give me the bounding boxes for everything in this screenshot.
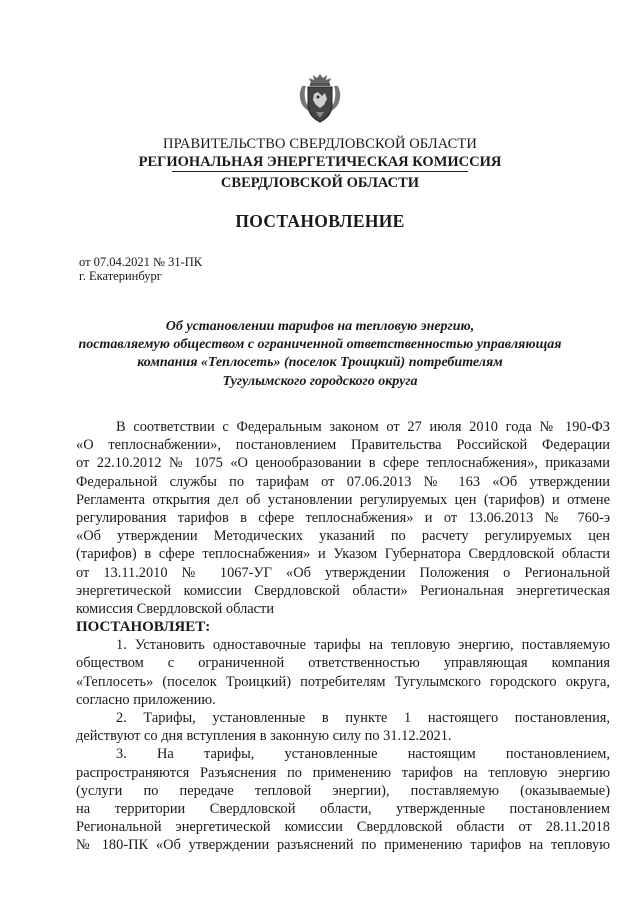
header-divider (172, 171, 468, 172)
item-1-line: согласно приложению. (76, 691, 216, 708)
document-type-title: ПОСТАНОВЛЕНИЕ (235, 211, 405, 231)
document-subject (70, 318, 570, 391)
preamble-line: комиссия Свердловской области (76, 600, 275, 617)
commission-name-line2: СВЕРДЛОВСКОЙ ОБЛАСТИ (220, 175, 420, 191)
preamble-line: от 22.10.2012 № 1075 «О ценообразовании в сфере теплоснабжения», приказами (76, 455, 610, 472)
document-city: г. Екатеринбург (79, 269, 162, 283)
item-3-line: Региональной энергетической комиссии Свердловской области от 28.11.2018 (76, 819, 610, 836)
government-name: ПРАВИТЕЛЬСТВО СВЕРДЛОВСКОЙ ОБЛАСТИ (163, 136, 477, 152)
preamble-line: В соответствии с Федеральным законом от 27 июля 2010 года № 190-ФЗ (116, 419, 610, 435)
subject-line: Об установлении тарифов на тепловую энергию, (165, 319, 475, 334)
item-3-line: на территории Свердловской области, утвержденные постановлением (76, 800, 610, 817)
commission-name-line1: РЕГИОНАЛЬНАЯ ЭНЕРГЕТИЧЕСКАЯ КОМИССИЯ (138, 154, 502, 170)
resolves-heading: ПОСТАНОВЛЯЕТ: (76, 619, 211, 636)
item-3-line: распространяются Разъяснения по применению тарифов на тепловую энергию (76, 764, 610, 781)
preamble-line: Федеральной службы по тарифам от 07.06.2013 № 163 «Об утверждении (76, 473, 610, 490)
item-3-line: (услуги по передаче тепловой энергии), поставляемую (оказываемые) (76, 782, 610, 799)
item-2-line: действуют со дня вступления в законную силу по 31.12.2021. (76, 728, 452, 745)
item-2-line: 2. Тарифы, установленные в пункте 1 настоящего постановления, (116, 710, 610, 726)
subject-line: поставляемую обществом с ограниченной ответственностью управляющая (78, 337, 562, 353)
document-body (76, 418, 610, 855)
item-3-line: № 180-ПК «Об утверждении разъяснений по применению тарифов на тепловую (76, 837, 610, 854)
preamble-line: (тарифов) в сфере теплоснабжения» и Указом Губернатора Свердловской области (76, 546, 610, 563)
preamble-line: «О теплоснабжении», постановлением Правительства Российской Федерации (76, 437, 610, 454)
item-1-line: «Теплосеть» (поселок Троицкий) потребителям Тугулымского городского округа, (76, 673, 610, 690)
preamble-line: «Об утверждении Методических указаний по расчету регулируемых цен (76, 528, 610, 545)
item-3-line: 3. На тарифы, установленные настоящим постановлением, (116, 746, 610, 763)
subject-line: компания «Теплосеть» (поселок Троицкий) потребителям (137, 355, 503, 371)
preamble-line: регулирования тарифов в сфере теплоснабжения» и от 13.06.2013 № 760-э (76, 509, 610, 526)
document-date-number: от 07.04.2021 № 31-ПК (79, 255, 203, 269)
item-1-line: 1. Установить одноставочные тарифы на тепловую энергию, поставляемую (116, 637, 610, 654)
subject-line: Тугулымского городского округа (222, 373, 418, 389)
preamble-line: от 13.11.2010 № 1067-УГ «Об утверждении Положения о Региональной (76, 564, 610, 581)
item-1-line: обществом с ограниченной ответственностью управляющая компания (76, 655, 610, 672)
coat-of-arms-icon (298, 72, 342, 126)
preamble-line: Регламента открытия дел об установлении регулируемых цен (тарифов) и отмене (76, 491, 610, 508)
preamble-line: энергетической комиссии Свердловской области» Региональная энергетическая (76, 582, 610, 599)
